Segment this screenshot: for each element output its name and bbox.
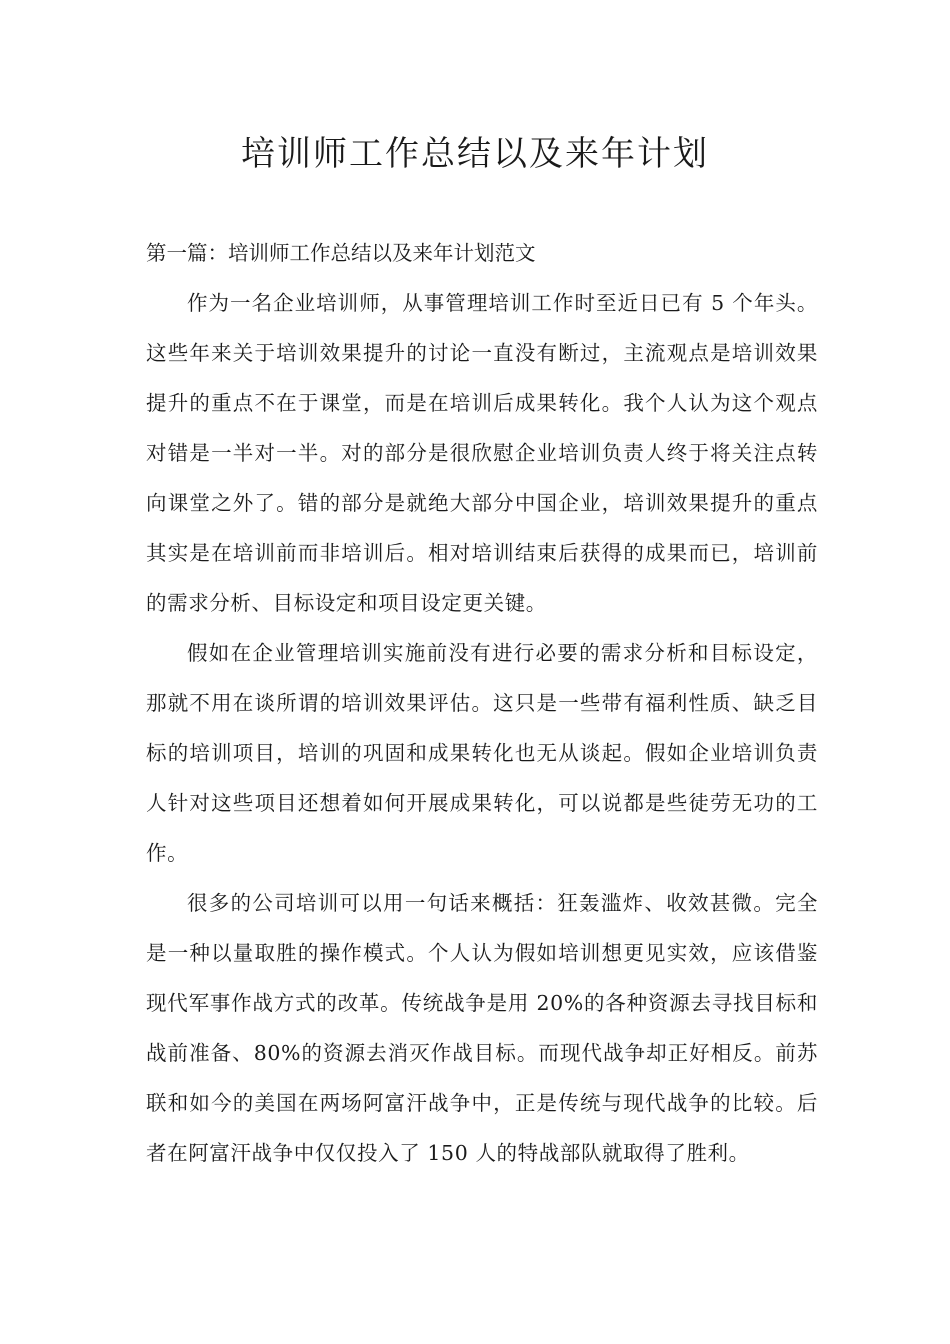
document-body	[146, 228, 818, 1178]
section-subtitle: 第一篇：培训师工作总结以及来年计划范文	[146, 241, 536, 265]
paragraph-1: 作为一名企业培训师，从事管理培训工作时至近日已有 5 个年头。这些年来关于培训效果提升的讨论一直没有断过，主流观点是培训效果提升的重点不在于课堂，而是在培训后成果转化。我个人认为这个观点对错是一半对一半。对的部分是很欣慰企业培训负责人终于将关注点转向课堂之外了。错的部分是就绝大部分中国企业，培训效果提升的重点其实是在培训前而非培训后。相对培训结束后获得的成果而已，培训前的需求分析、目标设定和项目设定更关键。	[146, 291, 818, 615]
paragraph-2: 假如在企业管理培训实施前没有进行必要的需求分析和目标设定，那就不用在谈所谓的培训效果评估。这只是一些带有福利性质、缺乏目标的培训项目，培训的巩固和成果转化也无从谈起。假如企业培训负责人针对这些项目还想着如何开展成果转化，可以说都是些徒劳无功的工作。	[146, 641, 818, 865]
paragraph-3: 很多的公司培训可以用一句话来概括：狂轰滥炸、收效甚微。完全是一种以量取胜的操作模式。个人认为假如培训想更见实效，应该借鉴现代军事作战方式的改革。传统战争是用 20%的各种资源去寻找目标和战前准备、80%的资源去消灭作战目标。而现代战争却正好相反。前苏联和如今的美国在两场阿富汗战争中，正是传统与现代战争的比较。后者在阿富汗战争中仅仅投入了 150 人的特战部队就取得了胜利。	[146, 891, 818, 1165]
document-title: 培训师工作总结以及来年计划	[241, 134, 709, 174]
